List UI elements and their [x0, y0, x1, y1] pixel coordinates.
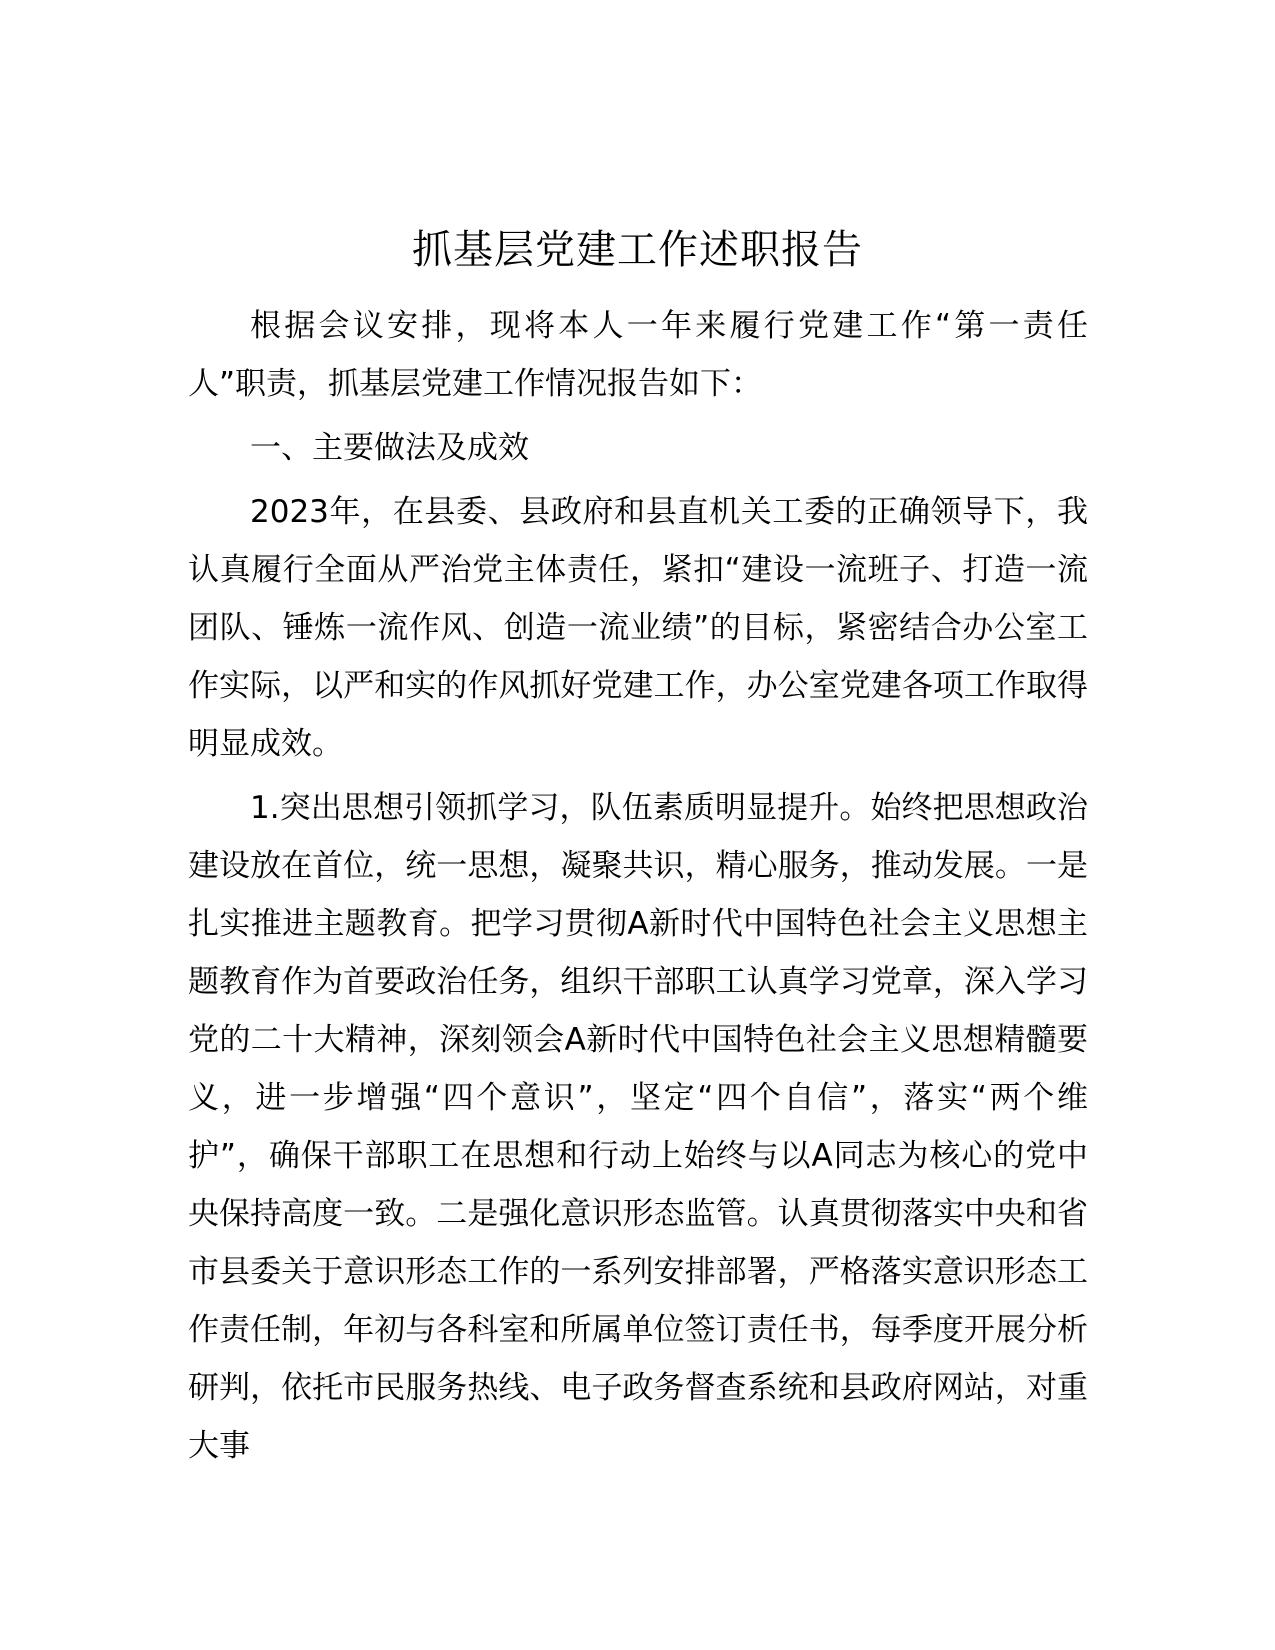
intro-paragraph: 根据会议安排，现将本人一年来履行党建工作“第一责任人”职责，抓基层党建工作情况报告如下：	[188, 308, 1088, 402]
item-1-paragraph: 1.突出思想引领抓学习，队伍素质明显提升。始终把思想政治建设放在首位，统一思想，凝聚共识，精心服务，推动发展。一是扎实推进主题教育。把学习贯彻A新时代中国特色社会主义思想主题教育作为首要政治任务，组织干部职工认真学习党章，深入学习党的二十大精神，深刻领会A新时代中国特色社会主义思想精髓要义，进一步增强“四个意识”，坚定“四个自信”，落实“两个维护”，确保干部职工在思想和行动上始终与以A同志为核心的党中央保持高度一致。二是强化意识形态监管。认真贯彻落实中央和省市县委关于意识形态工作的一系列安排部署，严格落实意识形态工作责任制，年初与各科室和所属单位签订责任书，每季度开展分析研判，依托市民服务热线、电子政务督查系统和县政府网站，对重大事	[188, 790, 1088, 1464]
section-heading: 一、主要做法及成效	[250, 430, 529, 466]
document-title: 抓基层党建工作述职报告	[412, 227, 863, 273]
summary-paragraph: 2023年，在县委、县政府和县直机关工委的正确领导下，我认真履行全面从严治党主体责任，紧扣“建设一流班子、打造一流团队、锤炼一流作风、创造一流业绩”的目标，紧密结合办公室工作实际，以严和实的作风抓好党建工作，办公室党建各项工作取得明显成效。	[188, 494, 1088, 762]
document-body	[188, 297, 1088, 1481]
